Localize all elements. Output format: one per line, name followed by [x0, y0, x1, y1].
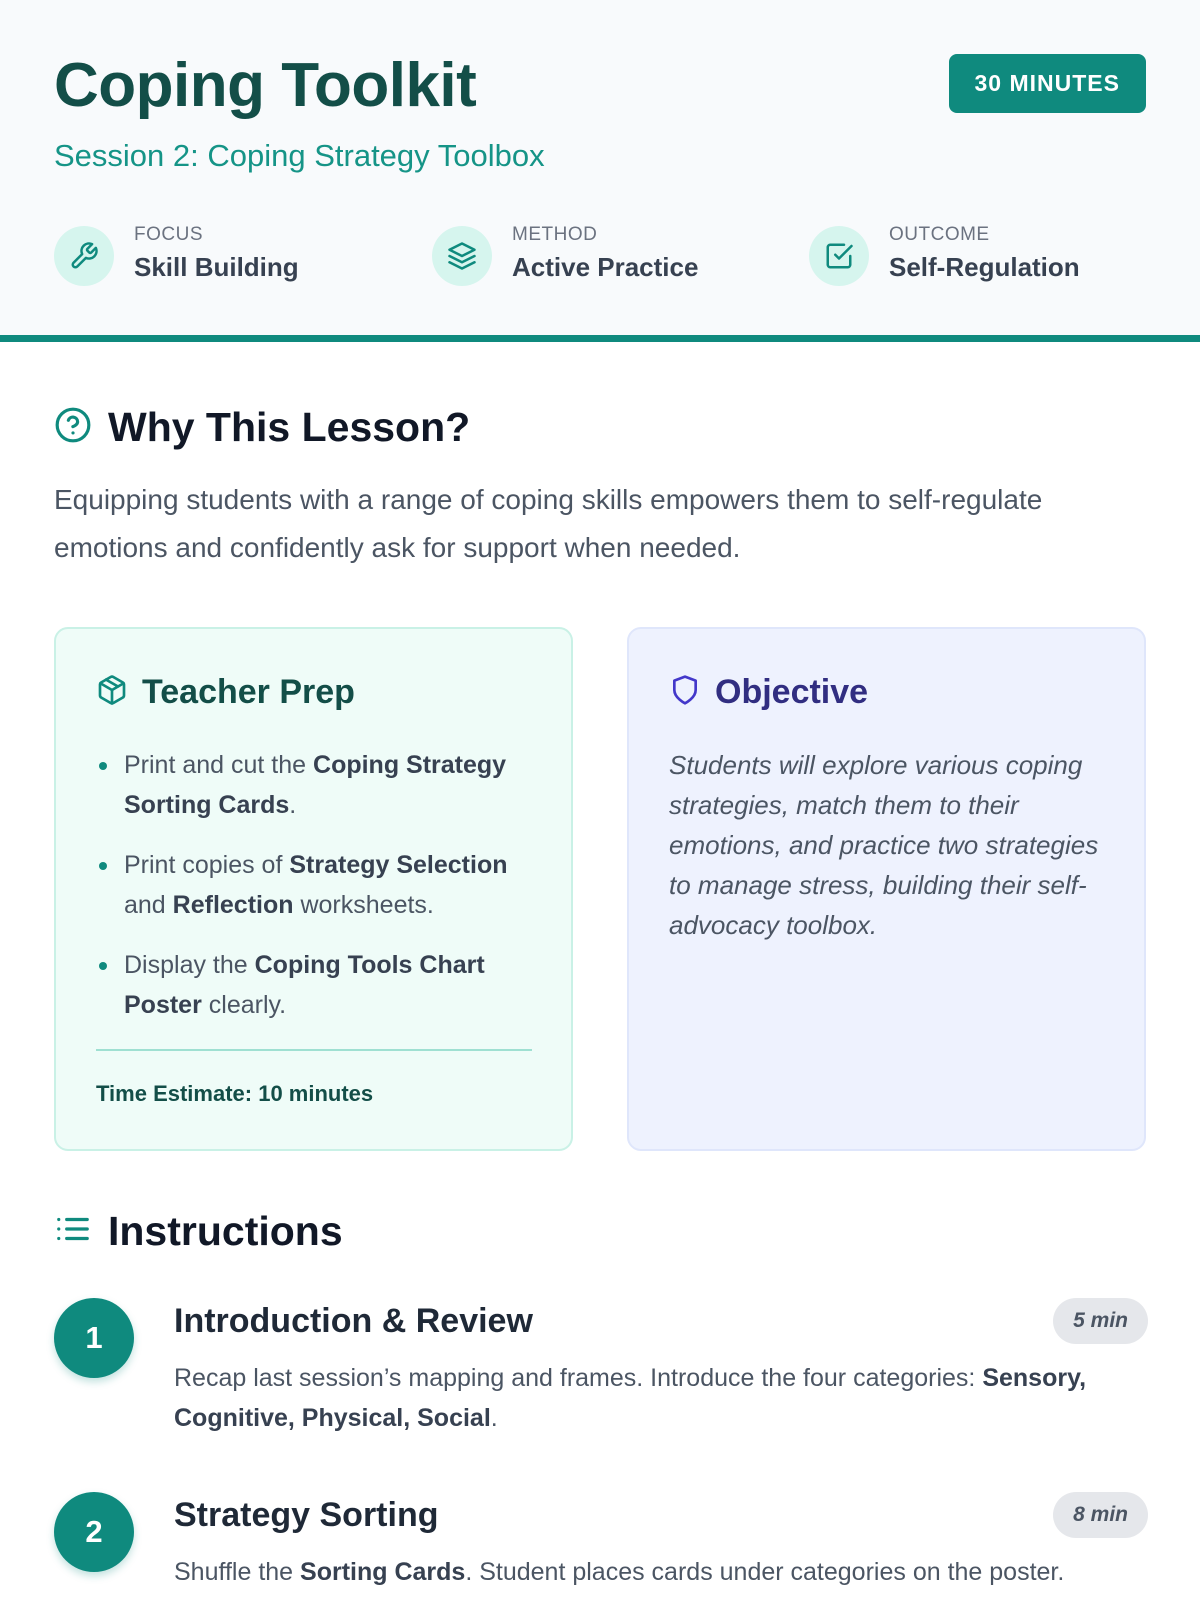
divider	[96, 1049, 532, 1051]
teacher-prep-heading-text: Teacher Prep	[142, 673, 355, 711]
step-number: 1	[54, 1298, 134, 1378]
teacher-prep-heading	[96, 673, 355, 712]
meta-focus-value: Skill Building	[134, 252, 299, 282]
meta-outcome-label: OUTCOME	[889, 224, 990, 245]
shield-icon	[669, 674, 701, 711]
step-description: Recap last session’s mapping and frames. Introduce the four categories: Sensory, Cognitive, Physical, Social.	[174, 1364, 1087, 1432]
layers-icon	[432, 226, 492, 286]
page-title: Coping Toolkit	[54, 51, 477, 120]
objective-text: Students will explore various coping strategies, match them to their emotions, and practice two strategies to manage stress, building their self-advocacy toolbox.	[669, 750, 1099, 940]
prep-list	[96, 745, 536, 1045]
why-paragraph: Equipping students with a range of coping skills empowers them to self-regulate emotions and confidently ask for support when needed.	[54, 484, 1043, 563]
why-heading-text: Why This Lesson?	[108, 404, 471, 450]
meta-outcome	[809, 224, 1149, 286]
objective-heading-text: Objective	[715, 673, 869, 711]
meta-method	[432, 224, 772, 286]
package-icon	[96, 674, 128, 711]
check-square-icon	[809, 226, 869, 286]
teacher-prep-card	[54, 627, 573, 1151]
list-item: Display the Coping Tools Chart Poster clearly.	[96, 945, 536, 1025]
wrench-icon	[54, 226, 114, 286]
meta-method-label: METHOD	[512, 224, 598, 245]
meta-focus-label: FOCUS	[134, 224, 203, 245]
step-description: Shuffle the Sorting Cards. Student places cards under categories on the poster.	[174, 1558, 1065, 1586]
step-duration-badge: 5 min	[1053, 1298, 1148, 1344]
duration-badge: 30 MINUTES	[949, 54, 1146, 113]
session-subtitle: Session 2: Coping Strategy Toolbox	[54, 138, 545, 173]
step-title: Strategy Sorting	[174, 1496, 439, 1534]
list-item: Print and cut the Coping Strategy Sorting Cards.	[96, 745, 536, 825]
help-circle-icon	[54, 406, 92, 449]
meta-method-value: Active Practice	[512, 252, 699, 282]
objective-heading	[669, 673, 868, 712]
step-number: 2	[54, 1492, 134, 1572]
instructions-heading	[54, 1208, 343, 1255]
time-estimate: Time Estimate: 10 minutes	[96, 1081, 374, 1106]
why-heading	[54, 404, 470, 451]
instructions-heading-text: Instructions	[108, 1208, 343, 1254]
meta-outcome-value: Self-Regulation	[889, 252, 1080, 282]
list-icon	[54, 1210, 92, 1253]
step-title: Introduction & Review	[174, 1302, 533, 1340]
lesson-header	[0, 0, 1200, 342]
meta-focus	[54, 224, 394, 286]
list-item: Print copies of Strategy Selection and Reflection worksheets.	[96, 845, 536, 925]
objective-card	[627, 627, 1146, 1151]
step-duration-badge: 8 min	[1053, 1492, 1148, 1538]
